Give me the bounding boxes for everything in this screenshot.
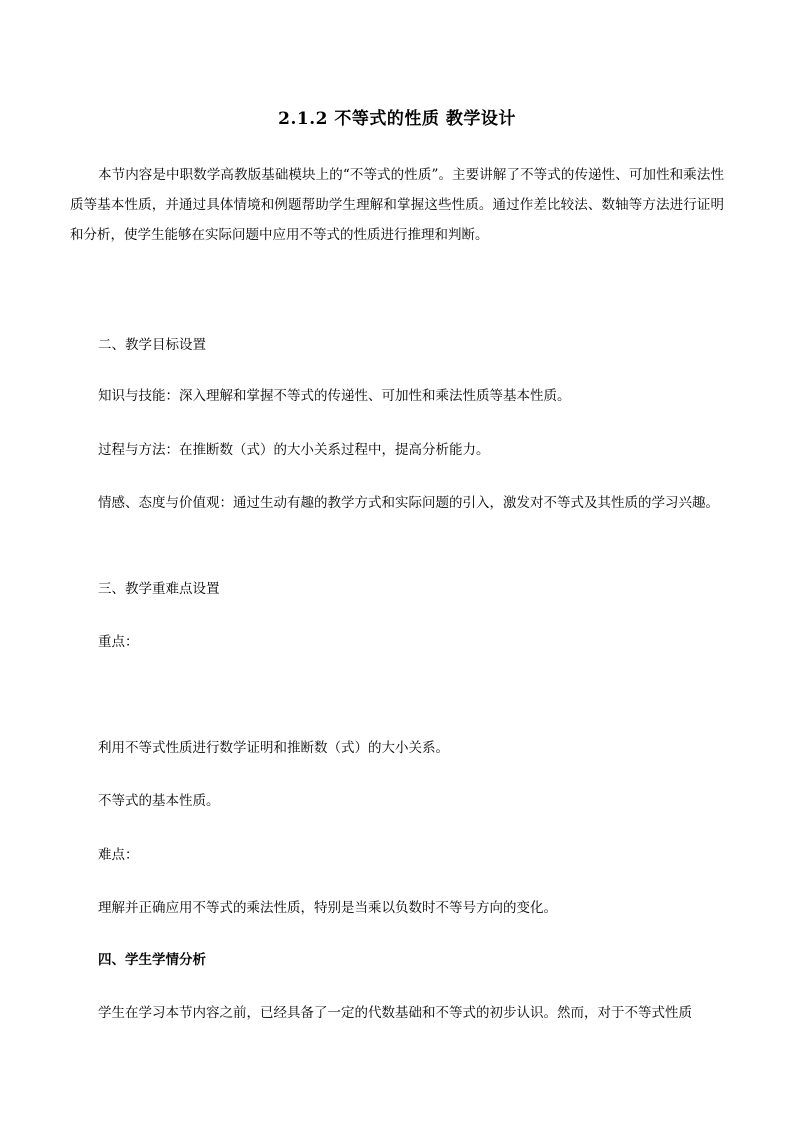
key-item-1: 利用不等式性质进行数学证明和推断数（式）的大小关系。 — [98, 740, 449, 756]
goal-process: 过程与方法：在推断数（式）的大小关系过程中，提高分析能力。 — [98, 442, 490, 458]
key-item-2: 不等式的基本性质。 — [98, 793, 220, 809]
key-label: 重点： — [98, 634, 139, 650]
analysis-paragraph: 学生在学习本节内容之前，已经具备了一定的代数基础和不等式的初步认识。然而，对于不等式性质 — [98, 1005, 692, 1021]
goal-emotion: 情感、态度与价值观：通过生动有趣的教学方式和实际问题的引入，激发对不等式及其性质的学习兴趣。 — [98, 495, 719, 511]
section2-heading: 二、教学目标设置 — [98, 337, 206, 353]
document-title: 2.1.2 不等式的性质 教学设计 — [278, 109, 516, 129]
difficulty-label: 难点： — [98, 847, 139, 863]
goal-knowledge: 知识与技能：深入理解和掌握不等式的传递性、可加性和乘法性质等基本性质。 — [98, 388, 571, 404]
intro-paragraph: 本节内容是中职数学高教版基础模块上的“不等式的性质”。主要讲解了不等式的传递性、可加性和乘法性质等基本性质，并通过具体情境和例题帮助学生理解和掌握这些性质。通过作差比较法、数轴等方法进行证明和分析，使学生能够在实际问题中应用不等式的性质进行推理和判断。 — [70, 167, 724, 243]
section3-heading: 三、教学重难点设置 — [98, 581, 220, 597]
difficulty-item-1: 理解并正确应用不等式的乘法性质，特别是当乘以负数时不等号方向的变化。 — [98, 900, 557, 916]
section4-heading: 四、学生学情分析 — [98, 952, 206, 968]
